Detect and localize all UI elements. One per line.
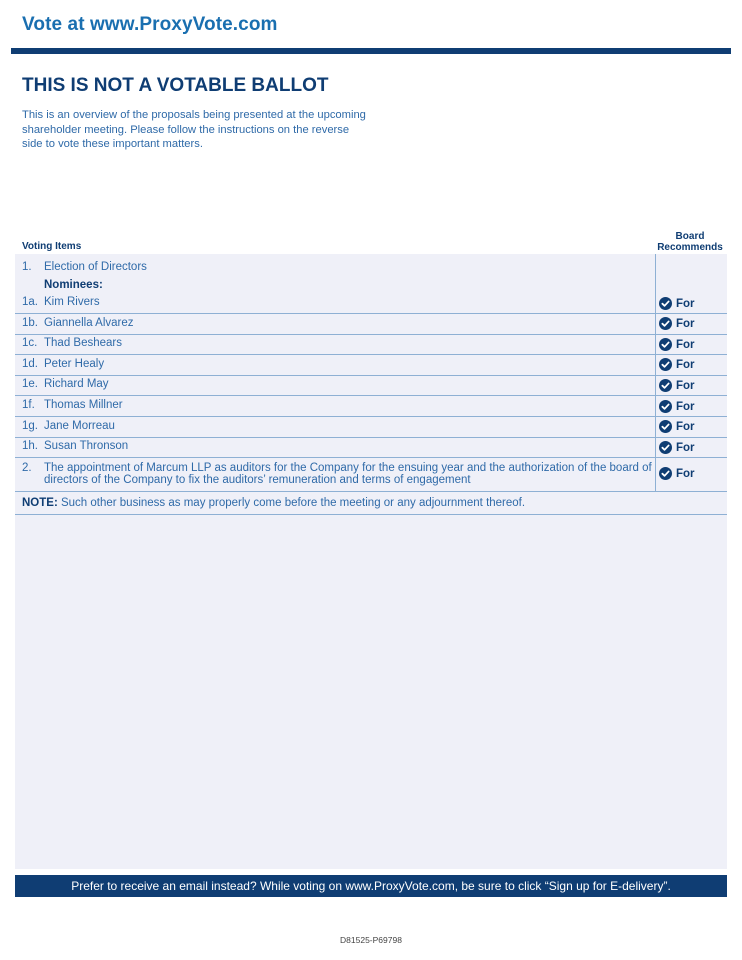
recommendation-label: For — [676, 441, 695, 454]
nominee-name: Thomas Millner — [44, 399, 123, 411]
recommendation — [659, 420, 695, 433]
item-number: 2. — [22, 462, 32, 474]
nominee-name: Peter Healy — [44, 358, 105, 370]
voting-items-header: Voting Items — [22, 241, 82, 252]
board-recommends-header: Board Recommends — [657, 231, 723, 253]
check-circle-icon — [659, 420, 672, 433]
document-code: D81525-P69798 — [340, 935, 402, 945]
note-text: Such other business as may properly come before the meeting or any adjournment thereof. — [57, 497, 526, 509]
recommendation — [659, 379, 695, 392]
recommendation-label: For — [676, 317, 695, 330]
nominee-number: 1a. — [22, 296, 38, 308]
recommendation-label: For — [676, 400, 695, 413]
nominees-label: Nominees: — [44, 279, 103, 291]
recommendation — [659, 358, 695, 371]
row-divider — [15, 437, 727, 438]
recommendation — [659, 441, 695, 454]
recommendation-label: For — [676, 358, 695, 371]
item-text: The appointment of Marcum LLP as auditors for the Company for the ensuing year and the authorization of the board of directors of the Company to fix the auditors’ remuneration and terms of engagement — [44, 462, 652, 486]
intro-text: This is an overview of the proposals being presented at the upcoming shareholder meeting. Please follow the instructions on the reverse side to vote these important matters. — [22, 109, 366, 150]
check-circle-icon — [659, 379, 672, 392]
recommendation — [659, 297, 695, 310]
footer-banner — [15, 875, 727, 897]
recommendation — [659, 338, 695, 351]
check-circle-icon — [659, 358, 672, 371]
note-label: NOTE: — [22, 497, 58, 509]
nominee-name: Kim Rivers — [44, 296, 100, 308]
check-circle-icon — [659, 400, 672, 413]
recommendation — [659, 467, 695, 480]
row-divider — [15, 375, 727, 376]
header-rule — [11, 48, 731, 54]
nominee-name: Susan Thronson — [44, 440, 129, 452]
recommendation-label: For — [676, 420, 695, 433]
note — [22, 497, 525, 509]
recommendation — [659, 400, 695, 413]
row-divider — [15, 313, 727, 314]
row-divider — [15, 354, 727, 355]
footer-text: Prefer to receive an email instead? While voting on www.ProxyVote.com, be sure to click “Sign up for E-delivery”. — [71, 879, 671, 893]
recommendation — [659, 317, 695, 330]
recommendation-label: For — [676, 338, 695, 351]
check-circle-icon — [659, 297, 672, 310]
row-divider — [15, 334, 727, 335]
nominee-number: 1b. — [22, 317, 38, 329]
row-divider — [15, 457, 727, 458]
nominee-number: 1g. — [22, 420, 38, 432]
item-text: Election of Directors — [44, 261, 147, 273]
recommendation-label: For — [676, 379, 695, 392]
row-divider — [15, 514, 727, 515]
nominee-number: 1h. — [22, 440, 38, 452]
recommendation-label: For — [676, 297, 695, 310]
nominee-number: 1f. — [22, 399, 35, 411]
ballot-title: THIS IS NOT A VOTABLE BALLOT — [22, 75, 329, 96]
column-divider — [655, 254, 656, 491]
nominee-name: Giannella Alvarez — [44, 317, 134, 329]
header-title: Vote at www.ProxyVote.com — [22, 14, 278, 35]
nominee-name: Jane Morreau — [44, 420, 115, 432]
row-divider — [15, 416, 727, 417]
check-circle-icon — [659, 338, 672, 351]
check-circle-icon — [659, 467, 672, 480]
check-circle-icon — [659, 441, 672, 454]
item-number: 1. — [22, 261, 32, 273]
nominee-number: 1c. — [22, 337, 38, 349]
nominee-name: Richard May — [44, 378, 109, 390]
row-divider — [15, 491, 727, 492]
nominee-number: 1e. — [22, 378, 38, 390]
recommendation-label: For — [676, 467, 695, 480]
row-divider — [15, 395, 727, 396]
nominee-number: 1d. — [22, 358, 38, 370]
check-circle-icon — [659, 317, 672, 330]
nominee-name: Thad Beshears — [44, 337, 122, 349]
